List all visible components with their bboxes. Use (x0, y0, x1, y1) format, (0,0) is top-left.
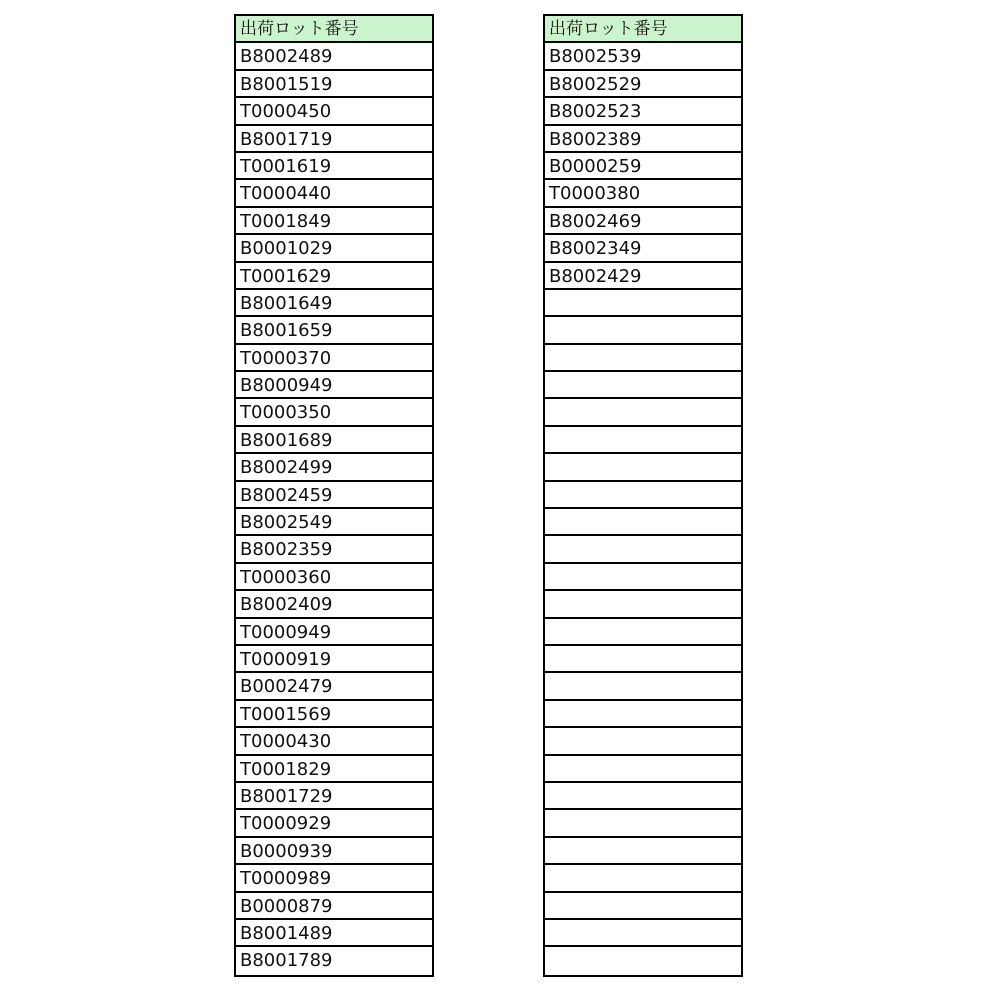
right-lot-cell (545, 701, 741, 728)
left-lot-cell: B8001659 (236, 317, 432, 344)
right-lot-cell (545, 317, 741, 344)
left-lot-cell: T0000370 (236, 345, 432, 372)
right-lot-cell (545, 564, 741, 591)
left-lot-cell: T0001629 (236, 263, 432, 290)
left-lot-cell: T0000919 (236, 646, 432, 673)
right-lot-cell: B8002389 (545, 126, 741, 153)
left-lot-cell: B8001719 (236, 126, 432, 153)
left-table-header: 出荷ロット番号 (236, 16, 432, 43)
right-lot-table (543, 14, 743, 977)
left-lot-cell: B8002359 (236, 536, 432, 563)
right-lot-cell (545, 427, 741, 454)
left-lot-cell: T0000450 (236, 98, 432, 125)
left-lot-table (234, 14, 434, 977)
left-lot-cell: B8002499 (236, 454, 432, 481)
right-lot-cell (545, 345, 741, 372)
left-lot-cell: T0000989 (236, 865, 432, 892)
right-lot-cell (545, 509, 741, 536)
left-lot-cell: B8002459 (236, 482, 432, 509)
left-lot-cell: B8001649 (236, 290, 432, 317)
left-lot-cell: B8001729 (236, 783, 432, 810)
left-lot-cell: T0000350 (236, 399, 432, 426)
right-lot-cell (545, 810, 741, 837)
left-lot-cell: T0001569 (236, 701, 432, 728)
left-lot-cell: B8002549 (236, 509, 432, 536)
left-lot-cell: B8002409 (236, 591, 432, 618)
right-lot-cell: B8002349 (545, 235, 741, 262)
left-lot-cell: B8001489 (236, 920, 432, 947)
left-lot-cell: B8001689 (236, 427, 432, 454)
right-lot-cell (545, 591, 741, 618)
left-lot-cell: T0000929 (236, 810, 432, 837)
right-lot-cell (545, 947, 741, 974)
left-lot-cell: T0000949 (236, 619, 432, 646)
right-lot-cell: T0000380 (545, 180, 741, 207)
right-lot-cell: B8002529 (545, 71, 741, 98)
left-lot-cell: B0000939 (236, 838, 432, 865)
right-lot-cell (545, 399, 741, 426)
right-lot-cell: B8002429 (545, 263, 741, 290)
left-lot-cell: T0001849 (236, 208, 432, 235)
left-lot-cell: B0002479 (236, 673, 432, 700)
left-lot-cell: T0000440 (236, 180, 432, 207)
right-lot-cell (545, 646, 741, 673)
right-lot-cell (545, 865, 741, 892)
right-lot-cell: B8002469 (545, 208, 741, 235)
right-lot-cell (545, 838, 741, 865)
right-lot-cell (545, 893, 741, 920)
left-lot-cell: T0000360 (236, 564, 432, 591)
left-lot-cell: B8002489 (236, 43, 432, 70)
right-table-header: 出荷ロット番号 (545, 16, 741, 43)
right-lot-cell (545, 920, 741, 947)
left-lot-cell: B8001519 (236, 71, 432, 98)
right-lot-cell (545, 454, 741, 481)
right-lot-cell (545, 290, 741, 317)
right-lot-cell: B0000259 (545, 153, 741, 180)
left-lot-cell: B0001029 (236, 235, 432, 262)
left-lot-cell: T0000430 (236, 728, 432, 755)
left-lot-cell: T0001829 (236, 756, 432, 783)
left-lot-cell: B8000949 (236, 372, 432, 399)
right-lot-cell (545, 619, 741, 646)
right-lot-cell (545, 756, 741, 783)
right-lot-cell: B8002539 (545, 43, 741, 70)
right-lot-cell (545, 728, 741, 755)
right-lot-cell (545, 372, 741, 399)
left-lot-cell: B8001789 (240, 950, 333, 972)
right-lot-cell (545, 482, 741, 509)
left-lot-cell: B0000879 (236, 893, 432, 920)
right-lot-cell (545, 536, 741, 563)
left-lot-cell: T0001619 (236, 153, 432, 180)
right-lot-cell: B8002523 (545, 98, 741, 125)
right-lot-cell (545, 783, 741, 810)
right-lot-cell (545, 673, 741, 700)
